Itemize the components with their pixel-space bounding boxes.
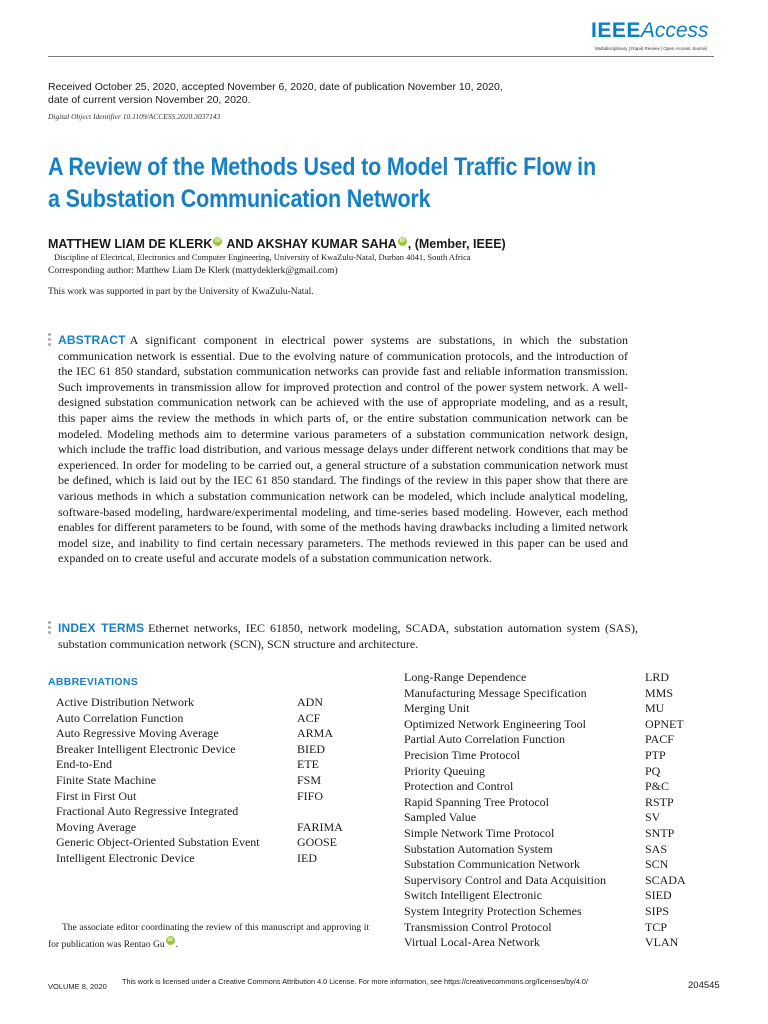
- abbreviation-code: SNTP: [645, 825, 675, 840]
- abbreviation-term: Auto Regressive Moving Average: [56, 726, 219, 741]
- abbreviation-term: Auto Correlation Function: [56, 710, 184, 725]
- abbreviation-term: Protection and Control: [404, 779, 514, 794]
- abbreviation-row: [404, 717, 724, 733]
- abbreviation-code: TCP: [645, 919, 668, 934]
- abbreviation-term: End-to-End: [56, 757, 112, 772]
- abbreviation-term: Generic Object-Oriented Substation Event: [56, 835, 260, 850]
- abbreviation-row: [56, 726, 356, 742]
- abbreviation-code: GOOSE: [297, 835, 338, 850]
- volume-label: VOLUME 8, 2020: [48, 982, 107, 991]
- abbreviation-row: [404, 810, 724, 826]
- publication-dates: [48, 81, 508, 106]
- abbreviation-term: Active Distribution Network: [56, 695, 194, 709]
- abbreviation-row: [404, 904, 724, 920]
- abbreviation-code: PTP: [645, 747, 666, 762]
- abbreviation-code: FSM: [297, 772, 322, 787]
- abbreviation-row: [404, 795, 724, 811]
- editor-note-end: .: [175, 940, 178, 950]
- abbreviation-row: [56, 773, 356, 789]
- abbreviation-row: [404, 842, 724, 858]
- abbreviation-code: PQ: [645, 763, 661, 778]
- abbreviation-term: Finite State Machine: [56, 772, 156, 787]
- abstract: [58, 333, 628, 567]
- index-terms-heading: INDEX TERMS: [58, 621, 145, 635]
- abbreviation-code: BIED: [297, 741, 325, 756]
- abbreviation-term: Breaker Intelligent Electronic Device: [56, 741, 236, 756]
- abbreviation-code: PACF: [645, 732, 674, 747]
- abbreviation-code: ACF: [297, 710, 321, 725]
- header-rule: [48, 56, 714, 57]
- abbreviation-code: OPNET: [645, 716, 684, 731]
- abbreviation-code: FARIMA: [297, 819, 343, 834]
- abbreviation-row: [404, 779, 724, 795]
- abbreviation-term: Switch Intelligent Electronic: [404, 888, 542, 903]
- abbreviation-term: Substation Automation System: [404, 841, 553, 856]
- abbreviation-term: Moving Average: [56, 819, 137, 834]
- abstract-heading: ABSTRACT: [58, 333, 126, 347]
- abbreviation-row: [404, 686, 724, 702]
- abbreviation-code: MMS: [645, 685, 674, 700]
- abbreviation-row: [404, 732, 724, 748]
- orcid-icon[interactable]: iD: [399, 238, 405, 244]
- abbreviation-code: IED: [297, 850, 317, 865]
- abbreviation-row: [404, 670, 724, 686]
- dates-line-2: date of current version November 20, 2020.: [48, 93, 251, 106]
- abbreviation-term: Supervisory Control and Data Acquisition: [404, 872, 606, 887]
- orcid-icon[interactable]: iD: [167, 937, 173, 943]
- abbreviation-code: RSTP: [645, 794, 674, 809]
- doi[interactable]: Digital Object Identifier 10.1109/ACCESS.2020.3037143: [48, 112, 221, 121]
- abbreviation-row: [56, 835, 356, 851]
- corresponding-author: Corresponding author: Matthew Liam De Klerk (mattydeklerk@gmail.com): [48, 266, 338, 276]
- abbreviation-code: SCN: [645, 857, 669, 872]
- abbreviations-list-left: [56, 695, 356, 867]
- funding-note: This work was supported in part by the University of KwaZulu-Natal.: [48, 287, 314, 297]
- abbreviation-row: [56, 789, 356, 805]
- author-2[interactable]: AKSHAY KUMAR SAHA: [256, 237, 397, 251]
- abbreviation-row: [56, 711, 356, 727]
- dates-line-1: Received October 25, 2020, accepted November 6, 2020, date of publication November 10, 2020,: [48, 81, 503, 93]
- journal-logo: [591, 19, 709, 43]
- abbreviation-code: SCADA: [645, 872, 686, 887]
- index-terms-text: Ethernet networks, IEC 61850, network modeling, SCADA, substation automation system (SAS), substation communication network (SCN), SCN structure and architecture.: [58, 621, 638, 651]
- editor-note: [48, 920, 369, 953]
- abbreviation-term: Merging Unit: [404, 701, 470, 716]
- abbreviation-term: Optimized Network Engineering Tool: [404, 716, 586, 731]
- abbreviation-code: SAS: [645, 841, 668, 856]
- abbreviation-row: [56, 742, 356, 758]
- journal-tagline: Multidisciplinary | Rapid Review | Open Access Journal: [595, 46, 707, 51]
- abbreviation-code: P&C: [645, 779, 670, 794]
- abbreviation-row: [404, 764, 724, 780]
- abbreviations-list-right: [404, 670, 724, 951]
- abbreviation-row: [404, 857, 724, 873]
- abbreviation-term: Substation Communication Network: [404, 857, 580, 872]
- paper-title: A Review of the Methods Used to Model Traffic Flow in a Substation Communication Network: [48, 153, 596, 213]
- abbreviation-code: ARMA: [297, 726, 334, 741]
- author-conjunction: AND: [223, 237, 257, 251]
- abbreviation-term: Fractional Auto Regressive Integrated: [56, 804, 239, 819]
- abbreviation-row: [56, 695, 356, 711]
- abbreviation-row: [404, 873, 724, 889]
- abbreviation-code: FIFO: [297, 788, 324, 803]
- abbreviation-term: Transmission Control Protocol: [404, 919, 552, 934]
- license-note[interactable]: This work is licensed under a Creative Commons Attribution 4.0 License. For more information, see https://creativecommons.org/licenses/by/4.0/: [122, 977, 588, 986]
- abbreviation-row: [404, 748, 724, 764]
- abbreviation-term: Long-Range Dependence: [404, 670, 527, 684]
- orcid-icon[interactable]: iD: [215, 238, 221, 244]
- abbreviation-code: SIED: [645, 888, 672, 903]
- author-1[interactable]: MATTHEW LIAM DE KLERK: [48, 237, 213, 251]
- editor-note-text: The associate editor coordinating the review of this manuscript and approving it for publication was Rentao Gu: [48, 923, 369, 950]
- abbreviation-row: [404, 826, 724, 842]
- abbreviation-code: VLAN: [645, 935, 679, 950]
- abbreviation-term: Rapid Spanning Tree Protocol: [404, 794, 550, 809]
- abbreviation-row: [56, 820, 356, 836]
- abstract-text: A significant component in electrical power systems are substations, in which the substation communication network is essential. Due to the evolving nature of communication protocols, and the introduction of the IEC 61 850 standard, substation communication networks can provide fast and reliable information transmission. Such improvements in transmission allow for improved protection and control of the power system network. A well-designed substation communication network can be achieved with the use of appropriate modeling, and as a result, this paper aims the review the methods in which parts of, or the entire substation communication network can be modeled. Modeling methods aim to determine various parameters of a substation communication network design, which include the traffic load distribution, and various message delays under different network conditions that may be experienced. In order for modeling to be carried out, a general structure of a substation communication network must be defined, which is laid out by the IEC 61 850 standard. The findings of the review in this paper show that there are various methods in which a substation communication network can be modeled, which include analytical modeling, software-based modeling, hardware/experimental modeling, and time-series based modeling. However, each method enables for different parameters to be found, with some of the methods having drawbacks including a limited network model size, and inability to find certain necessary parameters. The methods reviewed in this paper can be used and expanded on to create useful and accurate models of a substation communication network.: [58, 333, 628, 566]
- page-number: 204545: [688, 980, 720, 991]
- abbreviation-code: SV: [645, 810, 661, 825]
- abstract-marker-icon: [48, 333, 52, 348]
- journal-logo-italic: Access: [640, 19, 709, 42]
- abbreviation-term: Priority Queuing: [404, 763, 485, 778]
- journal-logo-bold: IEEE: [591, 19, 641, 42]
- abbreviation-term: Precision Time Protocol: [404, 747, 521, 762]
- author-membership: , (Member, IEEE): [407, 237, 506, 251]
- index-terms-marker-icon: [48, 621, 52, 636]
- abbreviation-row: [56, 757, 356, 773]
- abbreviation-code: SIPS: [645, 903, 670, 918]
- abbreviation-row: [56, 851, 356, 867]
- abbreviation-code: ETE: [297, 757, 319, 772]
- abbreviation-code: LRD: [645, 670, 669, 684]
- abbreviation-code: MU: [645, 701, 665, 716]
- index-terms: [58, 621, 638, 652]
- abbreviation-term: Simple Network Time Protocol: [404, 825, 555, 840]
- affiliation: Discipline of Electrical, Electronics and Computer Engineering, University of KwaZulu-Natal, Durban 4041, South Africa: [54, 252, 471, 262]
- abbreviation-row: [56, 804, 356, 820]
- abbreviation-term: Virtual Local-Area Network: [404, 935, 540, 950]
- abbreviation-row: [404, 935, 724, 951]
- abbreviations-heading: ABBREVIATIONS: [48, 676, 139, 688]
- abbreviation-term: Intelligent Electronic Device: [56, 850, 195, 865]
- abbreviation-code: ADN: [297, 695, 323, 709]
- abbreviation-row: [404, 701, 724, 717]
- author-line: [48, 237, 506, 251]
- abbreviation-term: First in First Out: [56, 788, 137, 803]
- abbreviation-term: Sampled Value: [404, 810, 477, 825]
- abbreviation-row: [404, 888, 724, 904]
- abbreviation-term: System Integrity Protection Schemes: [404, 903, 582, 918]
- abbreviation-row: [404, 920, 724, 936]
- abbreviation-term: Partial Auto Correlation Function: [404, 732, 565, 747]
- abbreviation-term: Manufacturing Message Specification: [404, 685, 587, 700]
